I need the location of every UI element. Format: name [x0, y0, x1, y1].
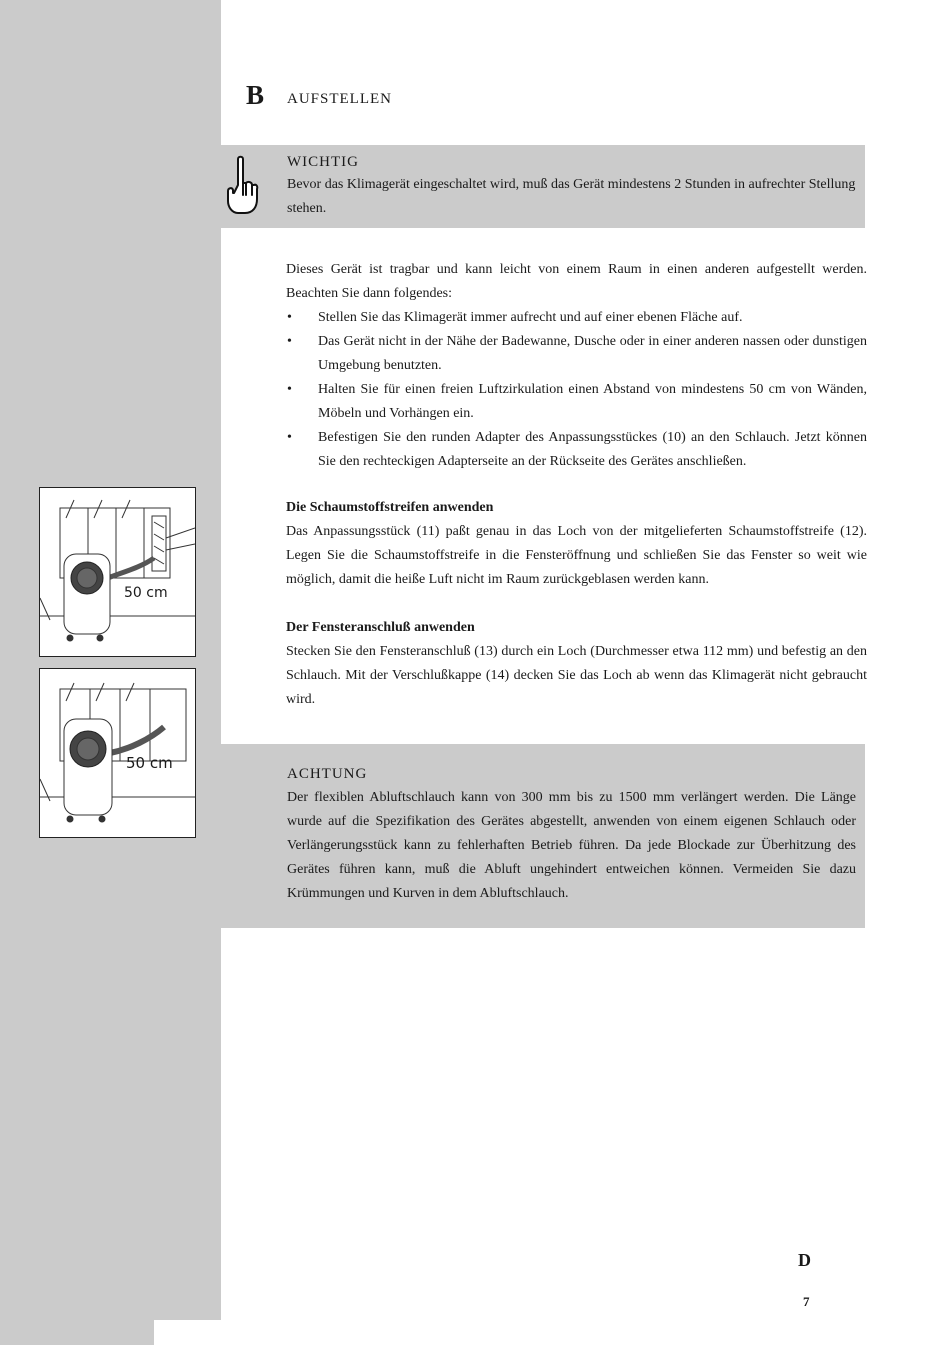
fenster-title: Der Fensteranschluß anwenden [286, 620, 475, 635]
bullet-dot: • [287, 382, 292, 397]
list-item: • Befestigen Sie den runden Adapter des Anpassungsstückes (10) an den Schlauch. Jetzt können Sie den rechteckigen Adapterseite an der Rückseite des Gerätes anschließen. [286, 426, 867, 474]
figure-window-adapter [39, 668, 196, 838]
list-item: • Das Gerät nicht in der Nähe der Badewanne, Dusche oder in einer anderen nassen oder dunstigen Umgebung benutzten. [286, 330, 867, 378]
fenster-section [286, 616, 867, 712]
bullet-list [286, 306, 867, 474]
list-item: • Stellen Sie das Klimagerät immer aufrecht und auf einer ebenen Fläche auf. [286, 306, 867, 330]
language-letter: D [798, 1250, 811, 1270]
wichtig-box [221, 145, 865, 228]
achtung-text: Der flexiblen Abluftschlauch kann von 300 mm bis zu 1500 mm verlängert werden. Die Länge wurde auf die Spezifikation des Gerätes abgestellt, anwenden von einem eigenen Schlauch oder Verlängerungsstück kann zu fehlerhaften Betrieb führen. Da jede Blockade zur Überhitzung des Gerätes führen kann, muß die Abluft ungehindert entweichen können. Vermeiden Sie dazu Krümmungen und Kurven in dem Abluftschlauch. [287, 790, 856, 901]
pointing-hand-icon [224, 155, 260, 217]
fenster-text: Stecken Sie den Fensteranschluß (13) durch ein Loch (Durchmesser etwa 112 mm) und befestig an den Schlauch. Mit der Verschlußkappe (14) decken Sie das Loch ab wenn das Klimagerät nicht gebraucht wird. [286, 644, 867, 707]
wichtig-text: Bevor das Klimagerät eingeschaltet wird, muß das Gerät mindestens 2 Stunden in aufrechter Stellung stehen. [287, 177, 856, 216]
foam-strip-illustration [40, 488, 195, 656]
figure-foam-strip [39, 487, 196, 657]
intro-section [286, 258, 867, 474]
bullet-dot: • [287, 430, 292, 445]
intro-text: Dieses Gerät ist tragbar und kann leicht von einem Raum in einen anderen aufgestellt werden. Beachten Sie dann folgendes: [286, 262, 867, 301]
sidebar-footer-gap [154, 1320, 221, 1345]
schaum-text: Das Anpassungsstück (11) paßt genau in das Loch von der mitgelieferten Schaumstoffstreife (12). Legen Sie die Schaumstoffstreife in die Fensteröffnung und schließen Sie das Fenster so weit wie möglich, damit die heiße Luft nicht im Raum zurückgeblasen werden kann. [286, 524, 867, 587]
section-letter: B [246, 80, 265, 110]
section-title: AUFSTELLEN [287, 91, 392, 107]
wichtig-title: WICHTIG [287, 154, 359, 170]
achtung-title: ACHTUNG [287, 766, 368, 782]
schaum-section [286, 496, 867, 592]
achtung-box [221, 744, 865, 928]
list-item: • Halten Sie für einen freien Luftzirkulation einen Abstand von mindestens 50 cm von Wänden, Möbeln und Vorhängen ein. [286, 378, 867, 426]
distance-label: 50 cm [126, 754, 173, 772]
bullet-dot: • [287, 334, 292, 349]
distance-label: 50 cm [124, 585, 168, 601]
page-number: 7 [803, 1294, 810, 1309]
schaum-title: Die Schaumstoffstreifen anwenden [286, 500, 494, 515]
window-adapter-illustration [40, 669, 195, 837]
bullet-dot: • [287, 310, 292, 325]
